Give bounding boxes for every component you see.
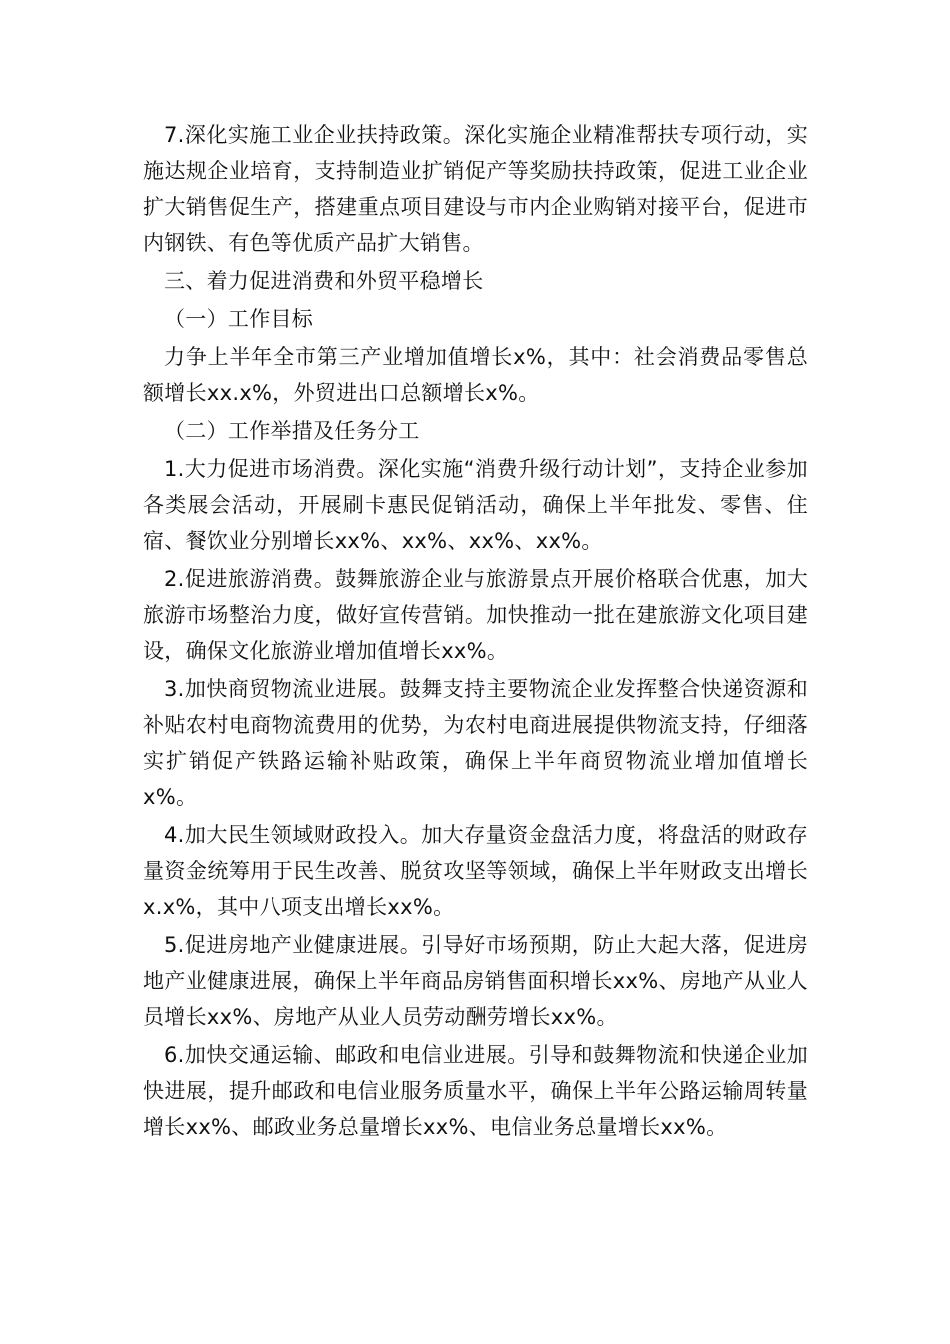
paragraph-work-goal: 力争上半年全市第三产业增加值增长x%，其中：社会消费品零售总额增长xx.x%，外贸进出口总额增长x%。	[143, 345, 808, 405]
paragraph-policy-7: 7.深化实施工业企业扶持政策。深化实施企业精准帮扶专项行动，实施达规企业培育，支持制造业扩销促产等奖励扶持政策，促进工业企业扩大销售促生产，搭建重点项目建设与市内企业购销对接平台，促进市内钢铁、有色等优质产品扩大销售。	[143, 123, 808, 255]
subheading-work-goal: （一）工作目标	[164, 307, 314, 331]
paragraph-measure-2: 2.促进旅游消费。鼓舞旅游企业与旅游景点开展价格联合优惠，加大旅游市场整治力度，做好宣传营销。加快推动一批在建旅游文化项目建设，确保文化旅游业增加值增长xx%。	[143, 567, 808, 663]
paragraph-measure-3: 3.加快商贸物流业进展。鼓舞支持主要物流企业发挥整合快递资源和补贴农村电商物流费用的优势，为农村电商进展提供物流支持，仔细落实扩销促产铁路运输补贴政策，确保上半年商贸物流业增加值增长x%。	[143, 677, 808, 809]
paragraph-measure-4: 4.加大民生领域财政投入。加大存量资金盘活力度，将盘活的财政存量资金统筹用于民生改善、脱贫攻坚等领域，确保上半年财政支出增长x.x%，其中八项支出增长xx%。	[143, 823, 808, 919]
paragraph-measure-1: 1.大力促进市场消费。深化实施“消费升级行动计划”，支持企业参加各类展会活动，开展刷卡惠民促销活动，确保上半年批发、零售、住宿、餐饮业分别增长xx%、xx%、xx%、xx%。	[143, 457, 808, 553]
paragraph-measure-6: 6.加快交通运输、邮政和电信业进展。引导和鼓舞物流和快递企业加快进展，提升邮政和电信业服务质量水平，确保上半年公路运输周转量增长xx%、邮政业务总量增长xx%、电信业务总量增长xx%。	[143, 1043, 808, 1139]
document-body	[143, 117, 808, 1145]
subheading-measures: （二）工作举措及任务分工	[164, 419, 420, 443]
section-heading-3: 三、着力促进消费和外贸平稳增长	[164, 269, 484, 293]
paragraph-measure-5: 5.促进房地产业健康进展。引导好市场预期，防止大起大落，促进房地产业健康进展，确保上半年商品房销售面积增长xx%、房地产从业人员增长xx%、房地产从业人员劳动酬劳增长xx%。	[143, 933, 808, 1029]
